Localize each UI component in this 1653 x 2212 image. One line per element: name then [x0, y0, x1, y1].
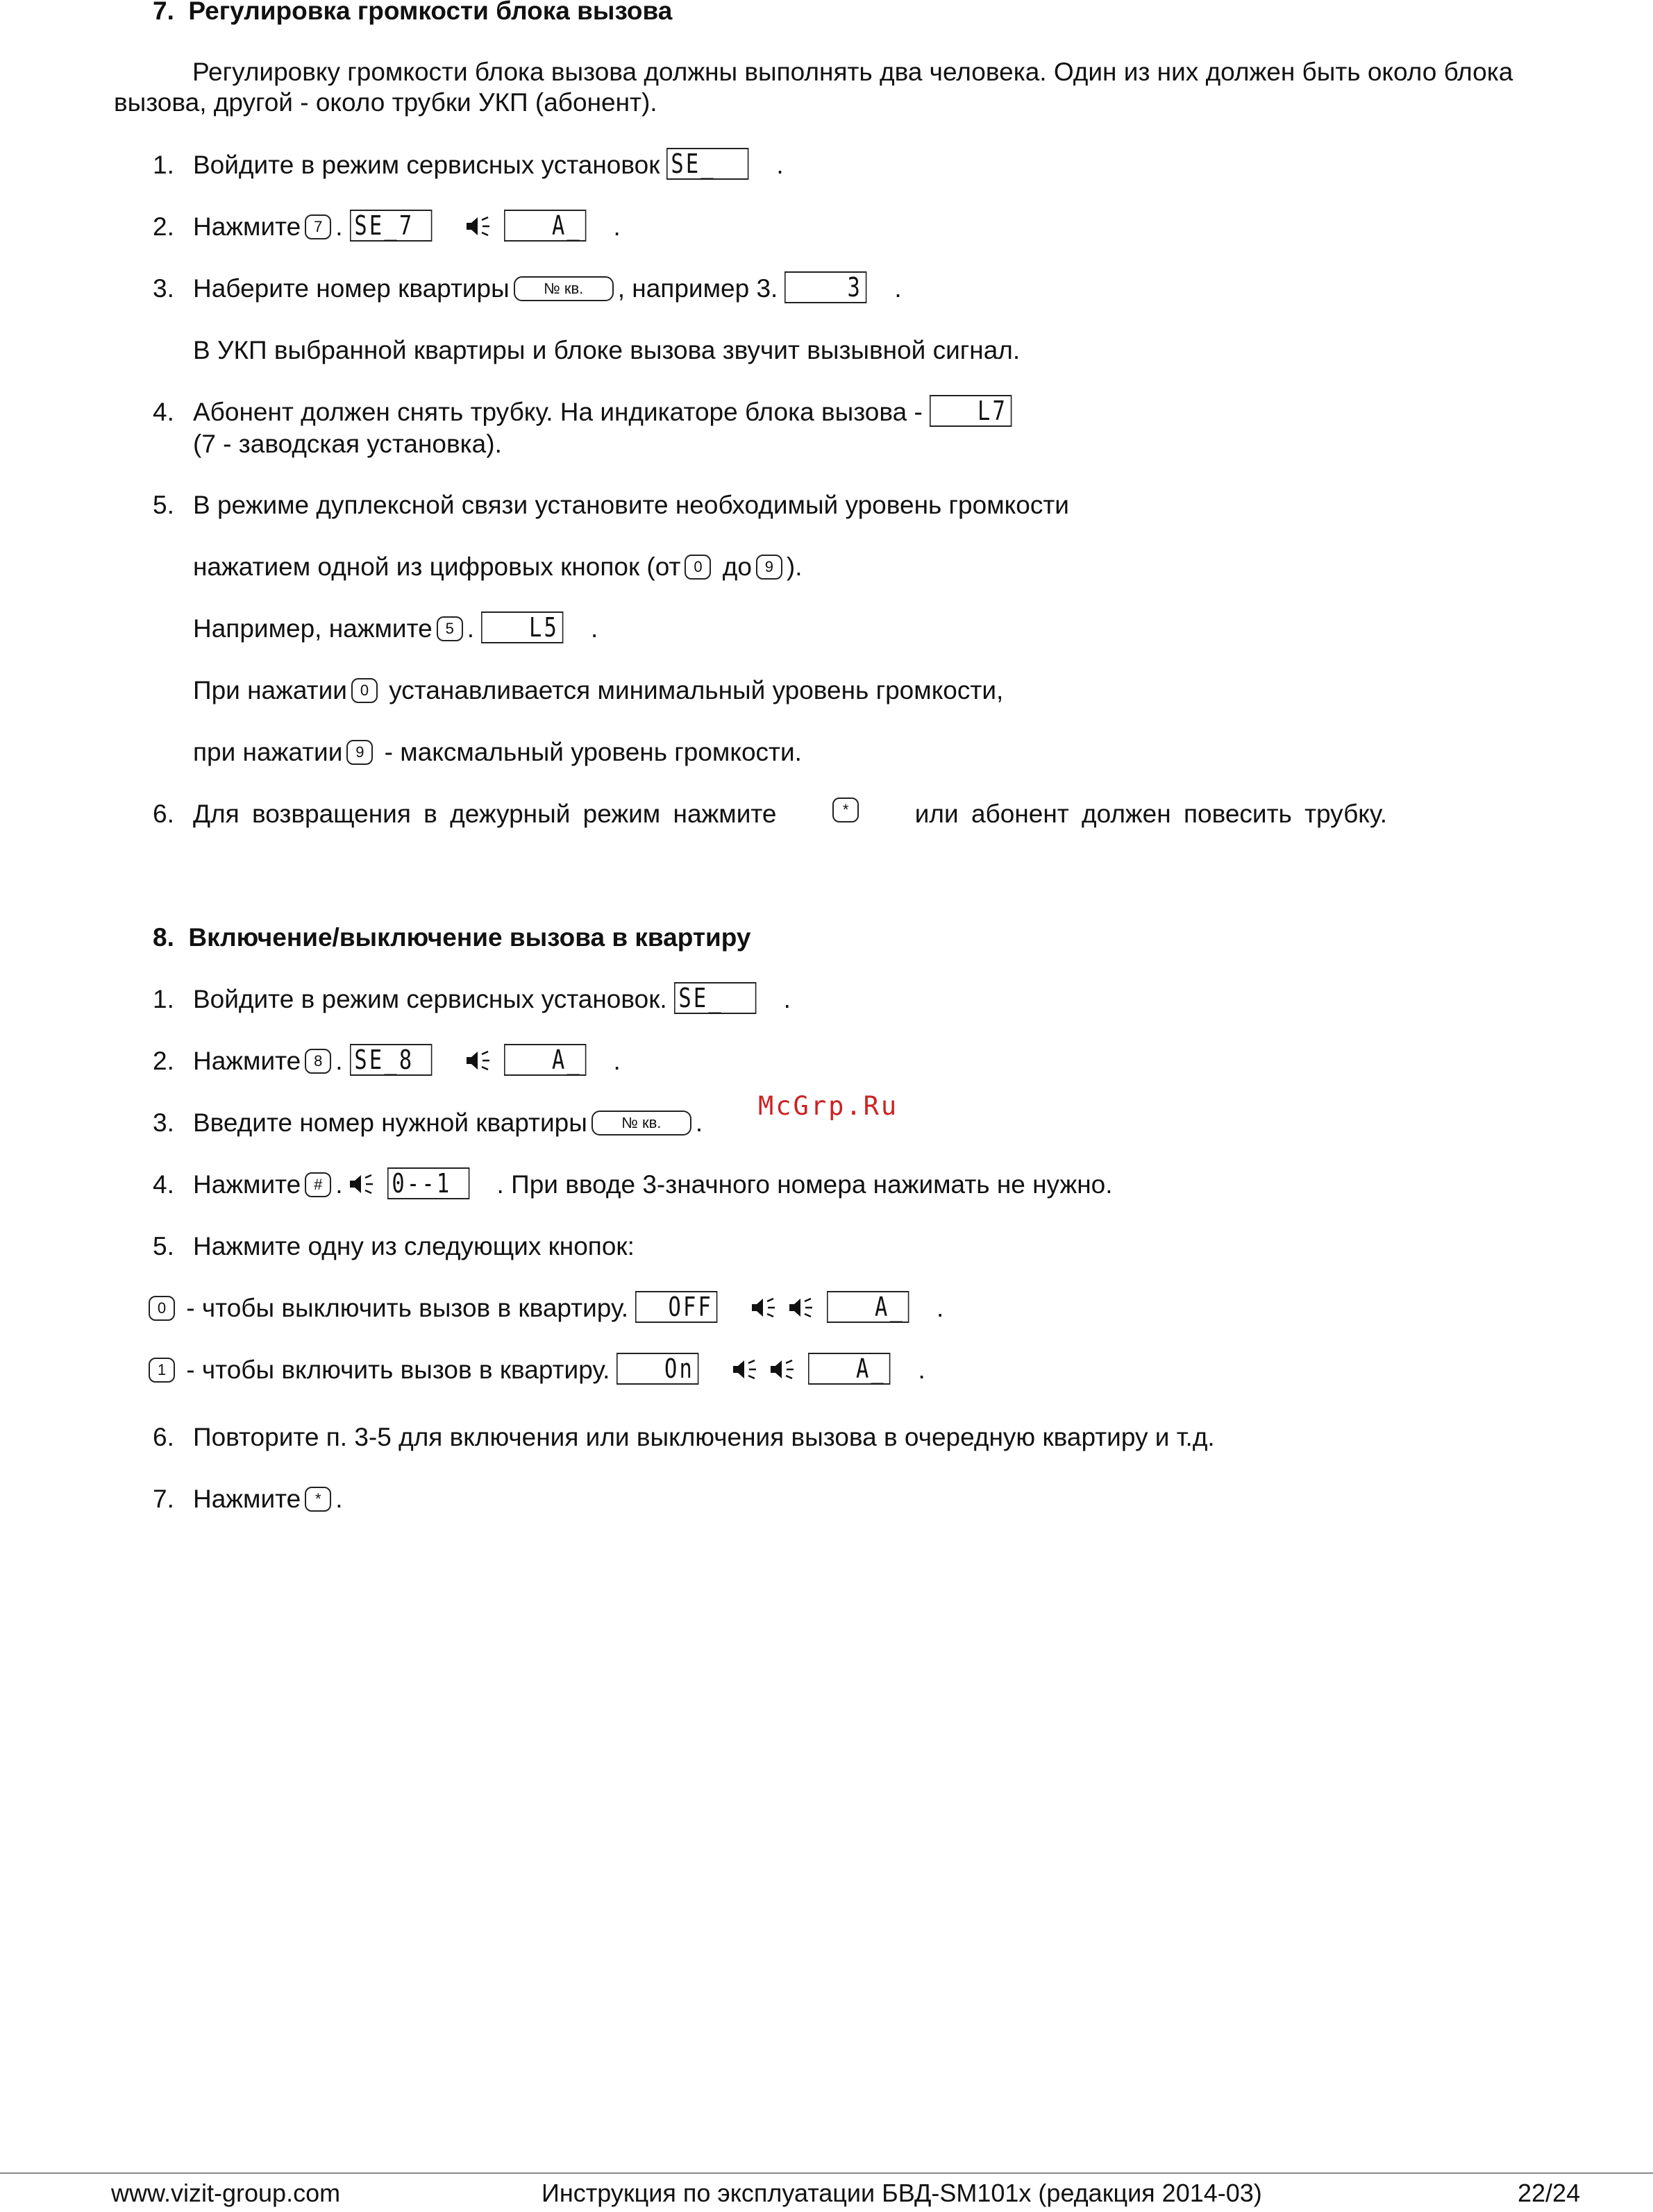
speaker-icon [349, 1172, 375, 1196]
apartment-number-key-icon: № кв. [514, 276, 614, 301]
option-item: 0 - чтобы выключить вызов в квартиру. OFF A_ . [149, 1293, 943, 1326]
speaker-icon [732, 1358, 758, 1381]
step-note: (7 - заводская установка). [193, 430, 502, 458]
step-note: В УКП выбранной квартиры и блоке вызова звучит вызывной сигнал. [193, 336, 1021, 364]
lcd-display: A_ [504, 210, 586, 242]
lcd-display: SE_7 [350, 210, 432, 242]
key-0-icon: 0 [149, 1296, 175, 1321]
section-8-title: 8. Включение/выключение вызова в квартиру [153, 923, 751, 952]
speaker-icon [465, 1049, 492, 1072]
lcd-display: A_ [504, 1044, 586, 1076]
lcd-display: A_ [808, 1353, 890, 1385]
watermark: McGrp.Ru [758, 1091, 899, 1121]
footer-site: www.vizit-group.com [111, 2179, 341, 2207]
key-5-icon: 5 [437, 616, 463, 641]
section-7-intro-line2: вызова, другой - около трубки УКП (абонент). [114, 88, 657, 117]
asterisk-key-icon: * [305, 1487, 331, 1512]
footer-document-title: Инструкция по эксплуатации БВД-SM101x (редакция 2014-03) [542, 2179, 1262, 2207]
step-note: При нажатии 0 устанавливается минимальный уровень громкости, [193, 676, 1004, 704]
hash-key-icon: # [305, 1172, 331, 1197]
speaker-icon [788, 1296, 814, 1319]
key-0-icon: 0 [685, 555, 711, 580]
lcd-display: L7 [930, 395, 1012, 427]
key-1-icon: 1 [149, 1358, 175, 1383]
step-note: Например, нажмите 5 . L5 . [193, 612, 598, 643]
key-0-icon: 0 [351, 678, 378, 703]
key-9-icon: 9 [346, 740, 373, 765]
option-item: 1 - чтобы включить вызов в квартиру. On A_ . [149, 1355, 925, 1387]
speaker-icon [465, 214, 492, 238]
section-7-intro-line1: Регулировку громкости блока вызова должны выполнять два человека. Один из них должен быть около блока [192, 58, 1513, 86]
lcd-display: SE_8 [350, 1044, 432, 1076]
speaker-icon [769, 1358, 796, 1381]
apartment-number-key-icon: № кв. [591, 1111, 691, 1135]
section-7-title: 7. Регулировка громкости блока вызова [153, 0, 673, 25]
lcd-display: On [616, 1353, 698, 1385]
step-note: нажатием одной из цифровых кнопок (от 0 до 9 ). [193, 552, 803, 581]
lcd-display: OFF [635, 1291, 717, 1323]
lcd-display: SE_ [674, 982, 756, 1014]
key-7-icon: 7 [305, 214, 331, 239]
asterisk-key-icon: * [832, 797, 859, 822]
footer-divider [0, 2172, 1653, 2174]
lcd-display: L5 [481, 611, 563, 643]
key-9-icon: 9 [756, 555, 782, 580]
step-note: при нажатии 9 - максмальный уровень громкости. [193, 738, 802, 766]
lcd-display: SE_ [666, 148, 748, 180]
lcd-display: 3 [784, 271, 866, 303]
key-8-icon: 8 [305, 1049, 331, 1074]
page-number: 22/24 [1518, 2179, 1581, 2207]
lcd-display: 0--1 [387, 1167, 469, 1199]
speaker-icon [750, 1296, 777, 1319]
lcd-display: A_ [827, 1291, 909, 1323]
